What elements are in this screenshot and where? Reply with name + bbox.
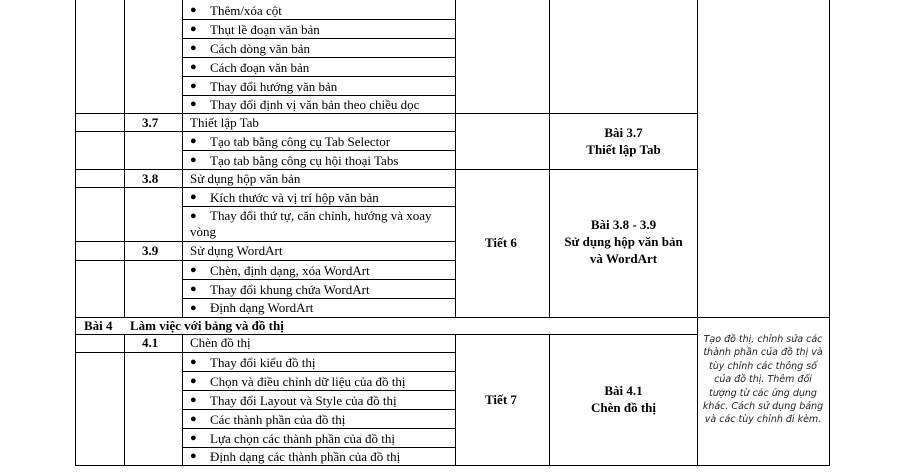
lesson-line: Bài 3.7 [604, 125, 643, 140]
list-item: Cách dòng văn bản [210, 41, 311, 56]
col-line-num [124, 0, 125, 318]
list-item: Thay đổi khung chứa WordArt [210, 282, 370, 297]
section-title: Thiết lập Tab [190, 115, 259, 130]
row-line [75, 131, 456, 132]
section-title: Chèn đồ thị [190, 335, 251, 350]
col-line-num-lower [124, 334, 125, 466]
col-line-lesson [697, 0, 698, 466]
col-line-content [455, 0, 456, 318]
bullet-icon: ● [190, 154, 197, 166]
list-item: Chèn, định dạng, xóa WordArt [210, 263, 370, 278]
bullet-icon: ● [190, 42, 197, 54]
list-item: Thụt lề đoạn văn bản [210, 22, 320, 37]
bullet-icon: ● [190, 356, 197, 368]
row-line [75, 260, 456, 261]
list-item: Thay đổi hướng văn bản [210, 79, 338, 94]
section-number: 3.7 [142, 115, 159, 130]
bullet-icon: ● [190, 302, 197, 314]
col-line-left [75, 0, 76, 466]
row-line [75, 352, 456, 353]
bullet-icon: ● [190, 450, 197, 462]
list-item: Lựa chọn các thành phần của đồ thị [210, 431, 396, 446]
section-number: 3.8 [142, 171, 159, 186]
bullet-icon: ● [190, 80, 197, 92]
list-item: Tạo tab bằng công cụ Tab Selector [210, 134, 391, 149]
list-item: Định dạng các thành phần của đồ thị [210, 449, 401, 464]
bullet-icon: ● [190, 61, 197, 73]
col-line-bullet [182, 0, 183, 318]
bullet-icon: ● [190, 135, 197, 147]
list-item: Thay đổi Layout và Style của đồ thị [210, 393, 397, 408]
lesson-line: Bài 4.1 [604, 383, 643, 398]
list-item: Kích thước và vị trí hộp văn bản [210, 190, 379, 205]
lesson-note: Tạo đồ thị, chỉnh sửa các thành phần của đồ thị và tùy chỉnh các thông số của đồ thị. Thêm đối tượng từ các ứng dụng khác. Cách sử dụng bảng và các tùy chỉnh đi kèm. [702, 334, 824, 426]
list-item: Tạo tab bằng công cụ hội thoại Tabs [210, 153, 399, 168]
period-label: Tiết 7 [485, 392, 517, 407]
lesson-line: Thiết lập Tab [586, 142, 661, 157]
lesson-line: Chèn đồ thị [590, 400, 657, 415]
list-item: Chọn và điều chỉnh dữ liệu của đồ thị [210, 374, 406, 389]
list-item: Thêm/xóa cột [210, 3, 282, 18]
lesson-label-37 [550, 124, 697, 158]
lesson-title: Làm việc với bảng và đồ thị [130, 318, 284, 333]
list-item: Thay đổi kiểu đồ thị [210, 355, 316, 370]
section-number: 3.9 [142, 243, 159, 258]
lesson-number: Bài 4 [84, 318, 113, 333]
bullet-icon: ● [190, 283, 197, 295]
bullet-icon: ● [190, 98, 197, 110]
section-title: Sử dụng WordArt [190, 243, 283, 258]
list-item: Cách đoạn văn bản [210, 60, 310, 75]
list-item: Các thành phần của đồ thị [210, 412, 346, 427]
section-title: Sử dụng hộp văn bản [190, 171, 301, 186]
bullet-icon: ● [190, 432, 197, 444]
bullet-icon: ● [190, 413, 197, 425]
bullet-icon: ● [190, 394, 197, 406]
list-item: Thay đổi thứ tự, căn chỉnh, hướng và xoay [210, 208, 432, 223]
list-item-continuation: vòng [190, 224, 216, 239]
lesson-label-41 [550, 382, 697, 416]
section-number: 4.1 [142, 335, 159, 350]
col-line-period [549, 0, 550, 318]
col-line-right [829, 0, 830, 466]
lesson-line: Sử dụng hộp văn bản [564, 234, 683, 249]
lesson-line: và WordArt [589, 251, 658, 266]
bullet-icon: ● [190, 23, 197, 35]
bullet-icon: ● [190, 264, 197, 276]
list-item: Định dạng WordArt [210, 300, 314, 315]
row-line-bottom [75, 465, 830, 466]
period-label: Tiết 6 [485, 235, 517, 250]
bullet-icon: ● [190, 210, 197, 222]
bullet-icon: ● [190, 191, 197, 203]
lesson-label-389 [550, 216, 697, 267]
bullet-icon: ● [190, 375, 197, 387]
bullet-icon: ● [190, 4, 197, 16]
lesson-line: Bài 3.8 - 3.9 [590, 217, 657, 232]
list-item: Thay đổi định vị văn bản theo chiều dọc [210, 97, 420, 112]
